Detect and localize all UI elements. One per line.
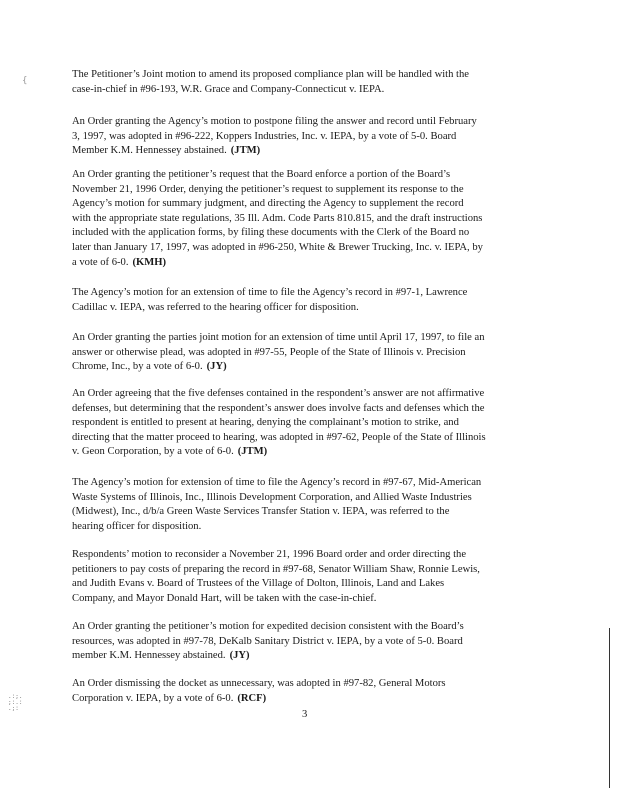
paragraph-line: Cadillac v. IEPA, was referred to the hearing officer for disposition. [72, 301, 359, 313]
scan-edge-line [609, 628, 610, 788]
paragraph-line: November 21, 1996 Order, denying the petitioner’s request to supplement its response to the [72, 183, 464, 195]
paragraph-7 [72, 476, 548, 534]
paragraph-line: An Order granting the parties joint motion for an extension of time until April 17, 1997, to file an [72, 332, 485, 343]
paragraph-line [72, 144, 548, 159]
staff-initials: (JTM) [237, 446, 268, 458]
paragraph-line: and Judith Evans v. Board of Trustees of the Village of Dolton, Illinois, Land and Lakes [72, 578, 445, 590]
staff-initials: (KMH) [132, 256, 167, 268]
paragraph-line: The Agency’s motion for extension of time to file the Agency’s record in #97-67, Mid-American [72, 477, 482, 488]
paragraph-2 [72, 115, 548, 159]
paragraph-line-text: Member K.M. Hennessey abstained. [72, 145, 227, 157]
paragraph-8 [72, 548, 548, 606]
paragraph-3 [72, 168, 548, 270]
paragraph-6 [72, 387, 548, 460]
paragraph-line: petitioners to pay costs of preparing the record in #97-68, Senator William Shaw, Ronnie Lewis, [72, 563, 480, 575]
paragraph-line [72, 360, 548, 375]
paragraph-5 [72, 331, 548, 375]
paragraph-line: An Order granting the petitioner’s motion for expedited decision consistent with the Board’s [72, 621, 464, 632]
scan-mark-bottom-left: .:;. ;:.: .;: [8, 693, 23, 712]
paragraph-line: Company, and Mayor Donald Hart, will be taken with the case-in-chief. [72, 592, 377, 604]
page-number: 3 [302, 709, 308, 720]
paragraph-line: Respondents’ motion to reconsider a November 21, 1996 Board order and order directing the [72, 549, 467, 560]
paragraph-line [72, 445, 548, 460]
paragraph-line: resources, was adopted in #97-78, DeKalb Sanitary District v. IEPA, by a vote of 5-0. Board [72, 635, 463, 647]
staff-initials: (JTM) [230, 145, 261, 157]
paragraph-line: The Petitioner’s Joint motion to amend its proposed compliance plan will be handled with the [72, 69, 469, 80]
paragraph-line-text: Corporation v. IEPA, by a vote of 6-0. [72, 692, 234, 704]
paragraph-line: case-in-chief in #96-193, W.R. Grace and Company-Connecticut v. IEPA. [72, 83, 385, 95]
staff-initials: (JY) [206, 361, 227, 373]
staff-initials: (JY) [229, 650, 250, 662]
paragraph-line: respondent is entitled to present at hearing, denying the complainant’s motion to strike, and [72, 417, 459, 429]
scan-mark-top-left: { [22, 76, 28, 86]
paragraph-line: Waste Systems of Illinois, Inc., Illinois Development Corporation, and Allied Waste Industries [72, 491, 472, 503]
paragraph-line-text: Chrome, Inc., by a vote of 6-0. [72, 361, 203, 373]
paragraph-line: included with the application forms, by filing these documents with the Clerk of the Board no [72, 227, 470, 239]
paragraph-line: An Order agreeing that the five defenses contained in the respondent’s answer are not affirmative [72, 388, 485, 399]
paragraph-line [72, 649, 548, 664]
paragraph-line [72, 692, 548, 707]
paragraph-line-text: member K.M. Hennessey abstained. [72, 650, 226, 662]
paragraph-4 [72, 286, 548, 315]
staff-initials: (RCF) [237, 692, 267, 704]
paragraph-line-text: v. Geon Corporation, by a vote of 6-0. [72, 446, 234, 458]
paragraph-line-text: a vote of 6-0. [72, 256, 129, 268]
paragraph-line: 3, 1997, was adopted in #96-222, Koppers Industries, Inc. v. IEPA, by a vote of 5-0. Board [72, 130, 457, 142]
paragraph-line: hearing officer for disposition. [72, 520, 202, 532]
paragraph-line: later than January 17, 1997, was adopted in #96-250, White & Brewer Trucking, Inc. v. IEPA, by [72, 241, 483, 253]
paragraph-line: An Order granting the Agency’s motion to postpone filing the answer and record until February [72, 116, 477, 127]
paragraph-9 [72, 620, 548, 664]
paragraph-1 [72, 68, 548, 97]
paragraph-line [72, 256, 548, 271]
paragraph-line: An Order granting the petitioner’s request that the Board enforce a portion of the Board’s [72, 169, 451, 180]
paragraph-line: with the appropriate state regulations, 35 Ill. Adm. Code Parts 810.815, and the draft instructions [72, 212, 483, 224]
paragraph-line: An Order dismissing the docket as unnecessary, was adopted in #97-82, General Motors [72, 678, 446, 689]
paragraph-line: answer or otherwise plead, was adopted in #97-55, People of the State of Illinois v. Precision [72, 346, 466, 358]
paragraph-line: Agency’s motion for summary judgment, and directing the Agency to supplement the record [72, 198, 464, 210]
paragraph-line: directing that the matter proceed to hearing, was adopted in #97-62, People of the State of Illinois [72, 431, 486, 443]
paragraph-line: defenses, but determining that the respondent’s answer does involve facts and defenses which the [72, 402, 485, 414]
paragraph-line: (Midwest), Inc., d/b/a Green Waste Services Transfer Station v. IEPA, was referred to the [72, 506, 450, 518]
paragraph-line: The Agency’s motion for an extension of time to file the Agency’s record in #97-1, Lawrence [72, 287, 468, 298]
paragraph-10 [72, 677, 548, 706]
